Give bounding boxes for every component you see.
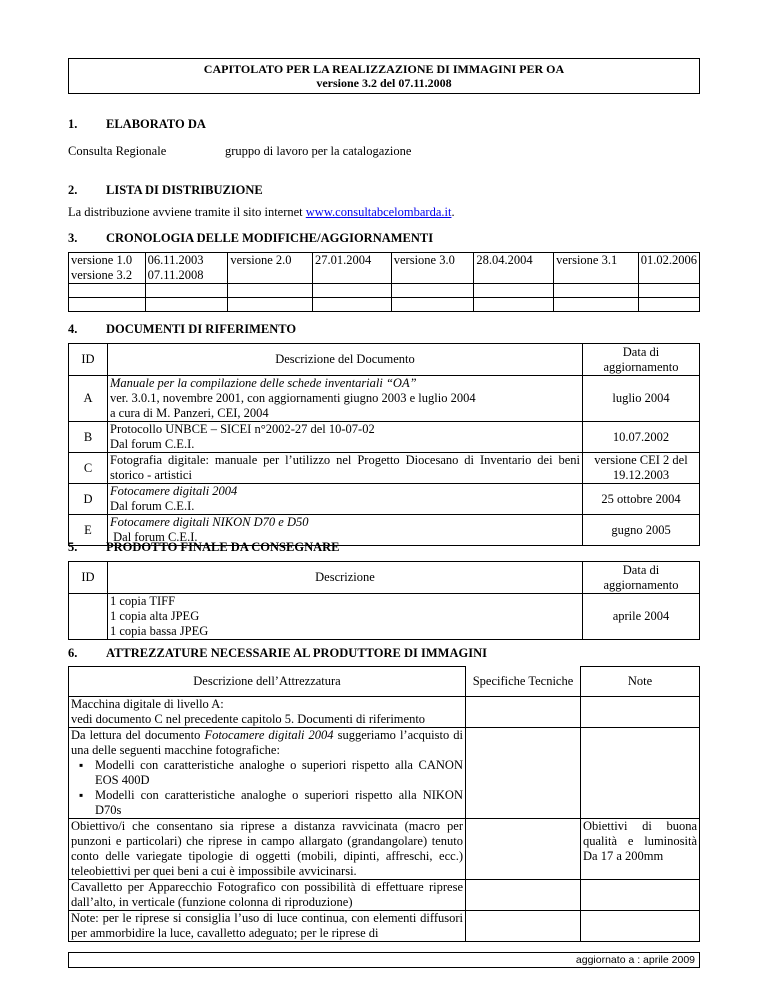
doc-line: Dal forum C.E.I. [110,437,195,451]
equipment-desc: Note: per le riprese si consiglia l’uso di luce continua, con elementi diffusori per ammorbidire la luce, cavalletto adeguato; per le riprese di [69,911,466,942]
col-header-date: Data di aggiornamento [583,344,700,376]
equipment-desc: Obiettivo/i che consentano sia riprese a distanza ravvicinata (macro per punzoni e particolari) che riprese in campo allargato (grandangolare) tenuto conto delle variegate tipologie di oggetti (mobili, dipinti, affreschi, ecc.) teleobiettivi per quei beni a cui è impossibile avvicinarsi. [69,819,466,880]
distribution-end: . [451,205,455,219]
section-title: ATTREZZATURE NECESSARIE AL PRODUTTORE DI IMMAGINI [106,646,487,660]
doc-desc [108,453,583,484]
version-label: versione 3.0 [393,253,455,267]
section-6-heading [68,646,487,661]
doc-line: Dal forum C.E.I. [110,530,198,544]
table-cell [466,697,581,728]
doc-date: luglio 2004 [583,376,700,422]
version-date: 07.11.2008 [147,268,204,282]
doc-line: a cura di M. Panzeri, CEI, 2004 [110,406,269,420]
section-number: 4. [68,322,78,336]
distribution-sentence: La distribuzione avviene tramite il sito internet [68,205,306,219]
col-header-desc: Descrizione del Documento [108,344,583,376]
doc-title: Fotocamere digitali 2004 [110,484,238,498]
equipment-desc [69,728,466,819]
col-header-id: ID [69,344,108,376]
table-row [69,484,700,515]
document-version: versione 3.2 del 07.11.2008 [316,76,452,90]
doc-line: ver. 3.0.1, novembre 2001, con aggiornamenti giugno 2003 e luglio 2004 [110,391,476,405]
author-group: gruppo di lavoro per la catalogazione [225,144,412,158]
equipment-doc-title: Fotocamere digitali 2004 [204,728,334,742]
deliverable-line: 1 copia TIFF [110,594,176,608]
equipment-desc: Cavalletto per Apparecchio Fotografico con possibilità di effettuare riprese dall’alto, in verticale (funzione colonna di riproduzione) [69,880,466,911]
table-cell [466,911,581,942]
version-date: 01.02.2006 [640,253,697,267]
section-number: 5. [68,540,78,554]
deliverable-line: 1 copia alta JPEG [110,609,200,623]
doc-desc [108,376,583,422]
doc-date: 10.07.2002 [583,422,700,453]
table-row [69,819,700,880]
table-row [69,453,700,484]
table-row [69,697,700,728]
table-cell [581,880,700,911]
version-date: 28.04.2004 [476,253,533,267]
deliverable-date: aprile 2004 [583,594,700,640]
doc-id: D [69,484,108,515]
col-header-desc: Descrizione [108,562,583,594]
table-row [69,880,700,911]
version-date: 27.01.2004 [314,253,372,267]
table-row [69,594,700,640]
table-header-row [69,344,700,376]
table-cell [312,253,391,284]
document-title: CAPITOLATO PER LA REALIZZAZIONE DI IMMAGINI PER OA [203,62,565,76]
doc-id: E [69,515,108,546]
equipment-line: Macchina digitale di livello A: [71,697,224,711]
col-header-id: ID [69,562,108,594]
table-row [69,298,700,312]
section-title: PRODOTTO FINALE DA CONSEGNARE [106,540,340,554]
section-title: CRONOLOGIA DELLE MODIFICHE/AGGIORNAMENTI [106,231,434,245]
doc-date: 25 ottobre 2004 [583,484,700,515]
table-header-row [69,667,700,697]
table-row [69,911,700,942]
col-header-equipment: Descrizione dell’Attrezzatura [69,667,466,697]
table-cell [466,819,581,880]
history-table [68,252,700,312]
section-number: 6. [68,646,78,660]
section-number: 3. [68,231,78,245]
equipment-desc [69,697,466,728]
doc-id: B [69,422,108,453]
table-cell [581,911,700,942]
equipment-note: Obiettivi di buona qualità e luminosità Da 17 a 200mm [581,819,700,880]
table-cell [69,594,108,640]
table-cell [474,253,554,284]
doc-title: Manuale per la compilazione delle schede inventariali “OA” [110,376,417,390]
table-row [69,376,700,422]
camera-list [71,758,463,818]
equipment-line: vedi documento C nel precedente capitolo 5. Documenti di riferimento [71,712,426,726]
doc-id: A [69,376,108,422]
doc-line: Dal forum C.E.I. [110,499,195,513]
document-title-box [68,58,700,94]
table-row [69,422,700,453]
list-item: ▪ Modelli con caratteristiche analoghe o superiori rispetto alla CANON EOS 400D [95,758,463,788]
section-title: DOCUMENTI DI RIFERIMENTO [106,322,297,336]
col-header-note: Note [581,667,700,697]
equipment-table [68,666,700,942]
table-cell [228,253,313,284]
equipment-text: suggeriamo l’acquisto di una delle seguenti macchine fotografiche: [71,728,463,757]
doc-desc [108,422,583,453]
section-2-heading [68,183,263,198]
doc-date: gugno 2005 [583,515,700,546]
version-date: 06.11.2003 [147,253,204,267]
section-title: ELABORATO DA [106,117,206,131]
version-label: versione 1.0 [71,253,133,267]
table-cell [581,728,700,819]
table-header-row [69,562,700,594]
equipment-text: Da lettura del documento [71,728,205,742]
table-cell [581,697,700,728]
deliverable-line: 1 copia bassa JPEG [110,624,209,638]
reference-docs-table [68,343,700,546]
table-cell [638,253,699,284]
table-cell [466,728,581,819]
doc-id: C [69,453,108,484]
table-cell [554,253,639,284]
col-header-date: Data di aggiornamento [583,562,700,594]
list-item: ▪ Modelli con caratteristiche analoghe o superiori rispetto alla NIKON D70s [95,788,463,818]
table-row [69,253,700,284]
version-label: versione 2.0 [230,253,292,267]
doc-title: Fotografia digitale: manuale per l’utilizzo nel Progetto Diocesano di Inventario dei beni storico - artistici [110,453,580,482]
doc-title: Fotocamere digitali NIKON D70 e D50 [110,515,309,529]
table-cell [69,253,146,284]
section-5-heading [68,540,339,555]
deliverables-table [68,561,700,640]
page-footer: aggiornato a : aprile 2009 [68,952,700,968]
section-number: 1. [68,117,78,131]
table-cell [391,253,474,284]
author-org: Consulta Regionale [68,144,167,158]
distribution-link[interactable]: www.consultabcelombarda.it [305,205,452,219]
doc-date: versione CEI 2 del 19.12.2003 [583,453,700,484]
distribution-text [68,205,455,220]
doc-title: Protocollo UNBCE – SICEI n°2002-27 del 10-07-02 [110,422,375,436]
deliverable-desc [108,594,583,640]
section-3-heading [68,231,433,246]
section-4-heading [68,322,296,337]
table-row [69,284,700,298]
section-number: 2. [68,183,78,197]
version-label: versione 3.2 [71,268,133,282]
version-label: versione 3.1 [556,253,618,267]
table-row [69,728,700,819]
section-1-heading [68,117,206,132]
table-cell [466,880,581,911]
table-cell [145,253,228,284]
section-title: LISTA DI DISTRIBUZIONE [106,183,263,197]
doc-desc [108,484,583,515]
col-header-spec: Specifiche Tecniche [466,667,581,697]
